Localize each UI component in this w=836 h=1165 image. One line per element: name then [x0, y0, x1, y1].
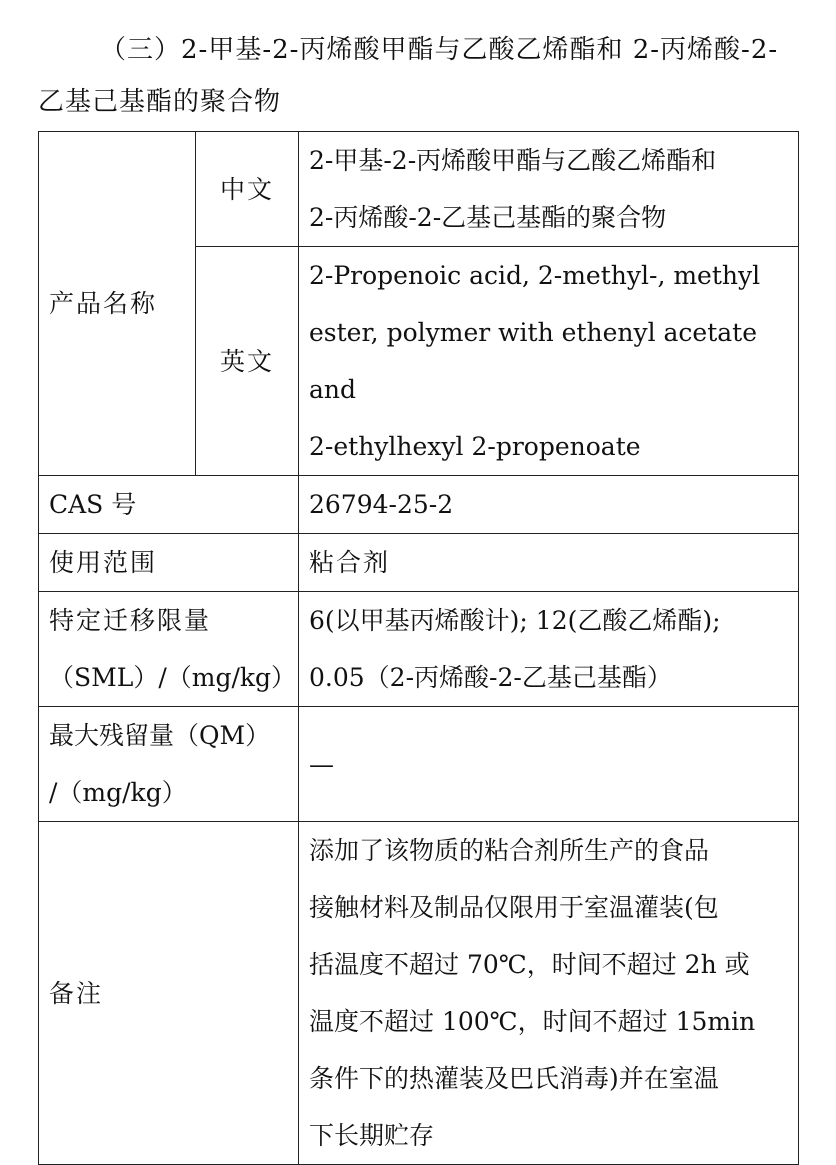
table-row: [39, 132, 799, 247]
sml-value: [299, 592, 799, 707]
qm-value: —: [299, 707, 799, 822]
heading-line-1: （三）2-甲基-2-丙烯酸甲酯与乙酸乙烯酯和 2-丙烯酸-2-: [100, 35, 779, 65]
chinese-value: [299, 132, 799, 247]
product-name-label: 产品名称: [39, 132, 196, 476]
table-row: [39, 534, 799, 592]
remarks-line-4: 温度不超过 100℃，时间不超过 15min: [309, 1007, 756, 1036]
substance-spec-table: [38, 131, 799, 1165]
sml-label-line-2: （SML）/（mg/kg）: [49, 663, 297, 692]
sml-value-line-1: 6(以甲基丙烯酸计); 12(乙酸乙烯酯);: [309, 606, 721, 635]
chinese-label: 中文: [196, 132, 299, 247]
remarks-line-1: 添加了该物质的粘合剂所生产的食品: [309, 836, 710, 865]
remarks-label: 备注: [39, 822, 299, 1165]
table-row: [39, 592, 799, 707]
chinese-value-line-1: 2-甲基-2-丙烯酸甲酯与乙酸乙烯酯和: [309, 146, 717, 175]
table-row: [39, 707, 799, 822]
english-label: 英文: [196, 247, 299, 476]
qm-label: [39, 707, 299, 822]
english-value-line-2: ester, polymer with ethenyl acetate and: [309, 318, 758, 404]
cas-label: CAS 号: [39, 476, 299, 534]
table-row: [39, 476, 799, 534]
section-heading: [38, 24, 808, 128]
qm-label-line-2: /（mg/kg）: [49, 778, 187, 807]
cas-value: 26794-25-2: [299, 476, 799, 534]
remarks-line-6: 下长期贮存: [309, 1121, 435, 1150]
heading-line-2: 乙基己基酯的聚合物: [38, 87, 282, 117]
english-value: [299, 247, 799, 476]
english-value-line-1: 2-Propenoic acid, 2-methyl-, methyl: [309, 261, 761, 290]
english-value-line-3: 2-ethylhexyl 2-propenoate: [309, 432, 641, 461]
table-row: [39, 822, 799, 1165]
usage-label: 使用范围: [39, 534, 299, 592]
sml-label-line-1: 特定迁移限量: [49, 606, 212, 635]
remarks-line-5: 条件下的热灌装及巴氏消毒)并在室温: [309, 1064, 719, 1093]
sml-label: [39, 592, 299, 707]
usage-value: 粘合剂: [299, 534, 799, 592]
sml-value-line-2: 0.05（2-丙烯酸-2-乙基己基酯）: [309, 663, 672, 692]
remarks-line-2: 接触材料及制品仅限用于室温灌装(包: [309, 893, 719, 922]
remarks-line-3: 括温度不超过 70℃，时间不超过 2h 或: [309, 950, 750, 979]
remarks-value: [299, 822, 799, 1165]
qm-label-line-1: 最大残留量（QM）: [49, 721, 271, 750]
chinese-value-line-2: 2-丙烯酸-2-乙基己基酯的聚合物: [309, 203, 667, 232]
